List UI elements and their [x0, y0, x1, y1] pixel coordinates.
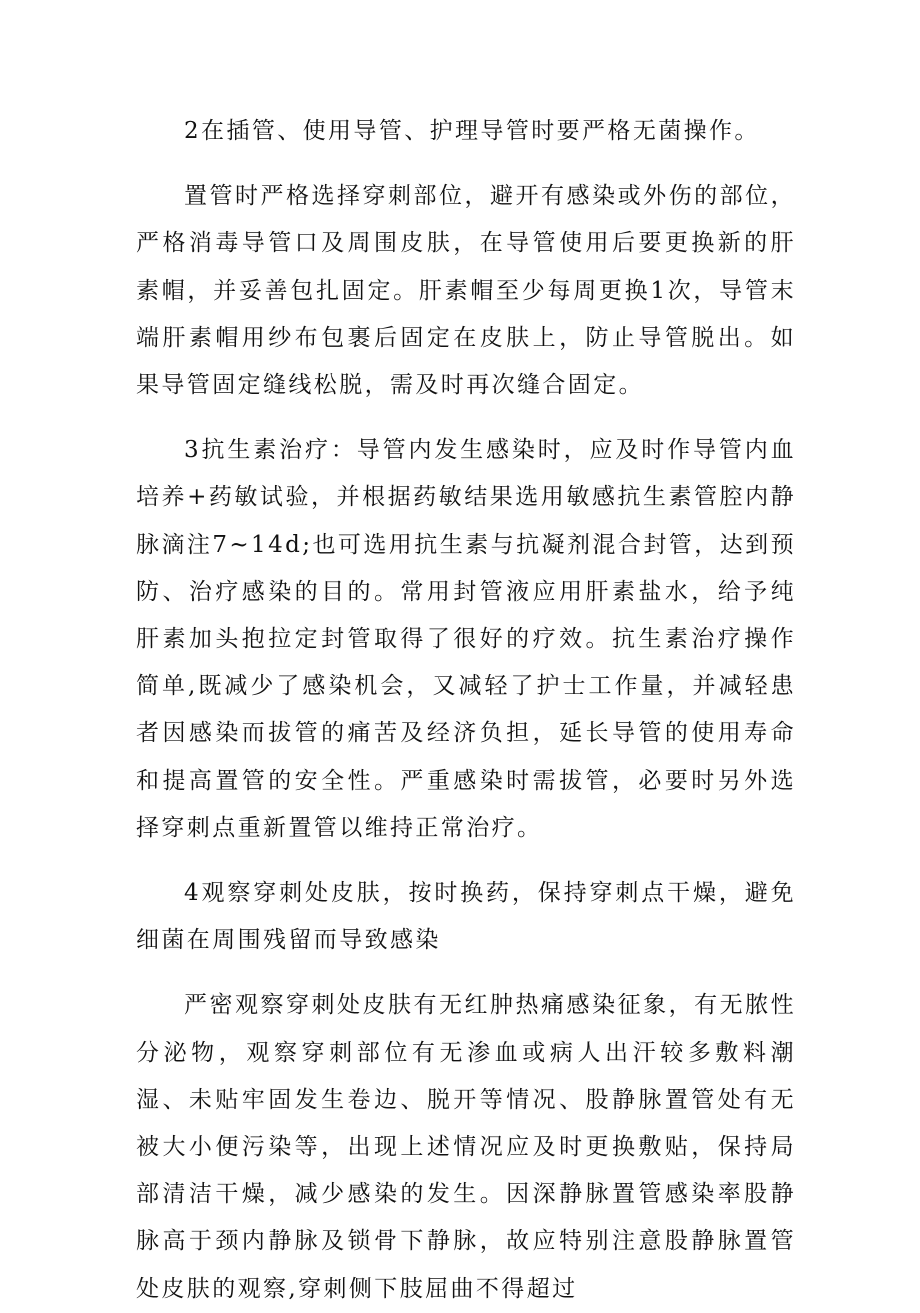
paragraph-close-observation: 严密观察穿刺处皮肤有无红肿热痛感染征象，有无脓性分泌物，观察穿刺部位有无渗血或病人出汗较多敷料潮湿、未贴牢固发生卷边、脱开等情况、股静脉置管处有无被大小便污染等，出现上述情况应及时更换敷贴，保持局部清洁干燥，减少感染的发生。因深静脉置管感染率股静脉高于颈内静脉及锁骨下静脉，故应特别注意股静脉置管处皮肤的观察,穿刺侧下肢屈曲不得超过 — [136, 992, 796, 1302]
paragraph-sterile-operation: 2在插管、使用导管、护理导管时要严格无菌操作。 — [184, 118, 760, 144]
document-body — [136, 108, 796, 1313]
paragraph-observe-puncture-site: 4观察穿刺处皮肤，按时换药，保持穿刺点干燥，避免细菌在周围残留而导致感染 — [136, 880, 796, 954]
paragraph-antibiotic-treatment: 3抗生素治疗：导管内发生感染时，应及时作导管内血培养+药敏试验，并根据药敏结果选用敏感抗生素管腔内静脉滴注7~14d;也可选用抗生素与抗凝剂混合封管，达到预防、治疗感染的目的。常用封管液应用肝素盐水，给予纯肝素加头抱拉定封管取得了很好的疗效。抗生素治疗操作简单,既减少了感染机会，又减轻了护士工作量，并减轻患者因感染而拔管的痛苦及经济负担，延长导管的使用寿命和提高置管的安全性。严重感染时需拔管，必要时另外选择穿刺点重新置管以维持正常治疗。 — [136, 437, 796, 841]
paragraph-catheter-placement: 置管时严格选择穿刺部位，避开有感染或外伤的部位，严格消毒导管口及周围皮肤，在导管使用后要更换新的肝素帽，并妥善包扎固定。肝素帽至少每周更换1次，导管末端肝素帽用纱布包裹后固定在皮肤上，防止导管脱出。如果导管固定缝线松脱，需及时再次缝合固定。 — [136, 183, 796, 399]
